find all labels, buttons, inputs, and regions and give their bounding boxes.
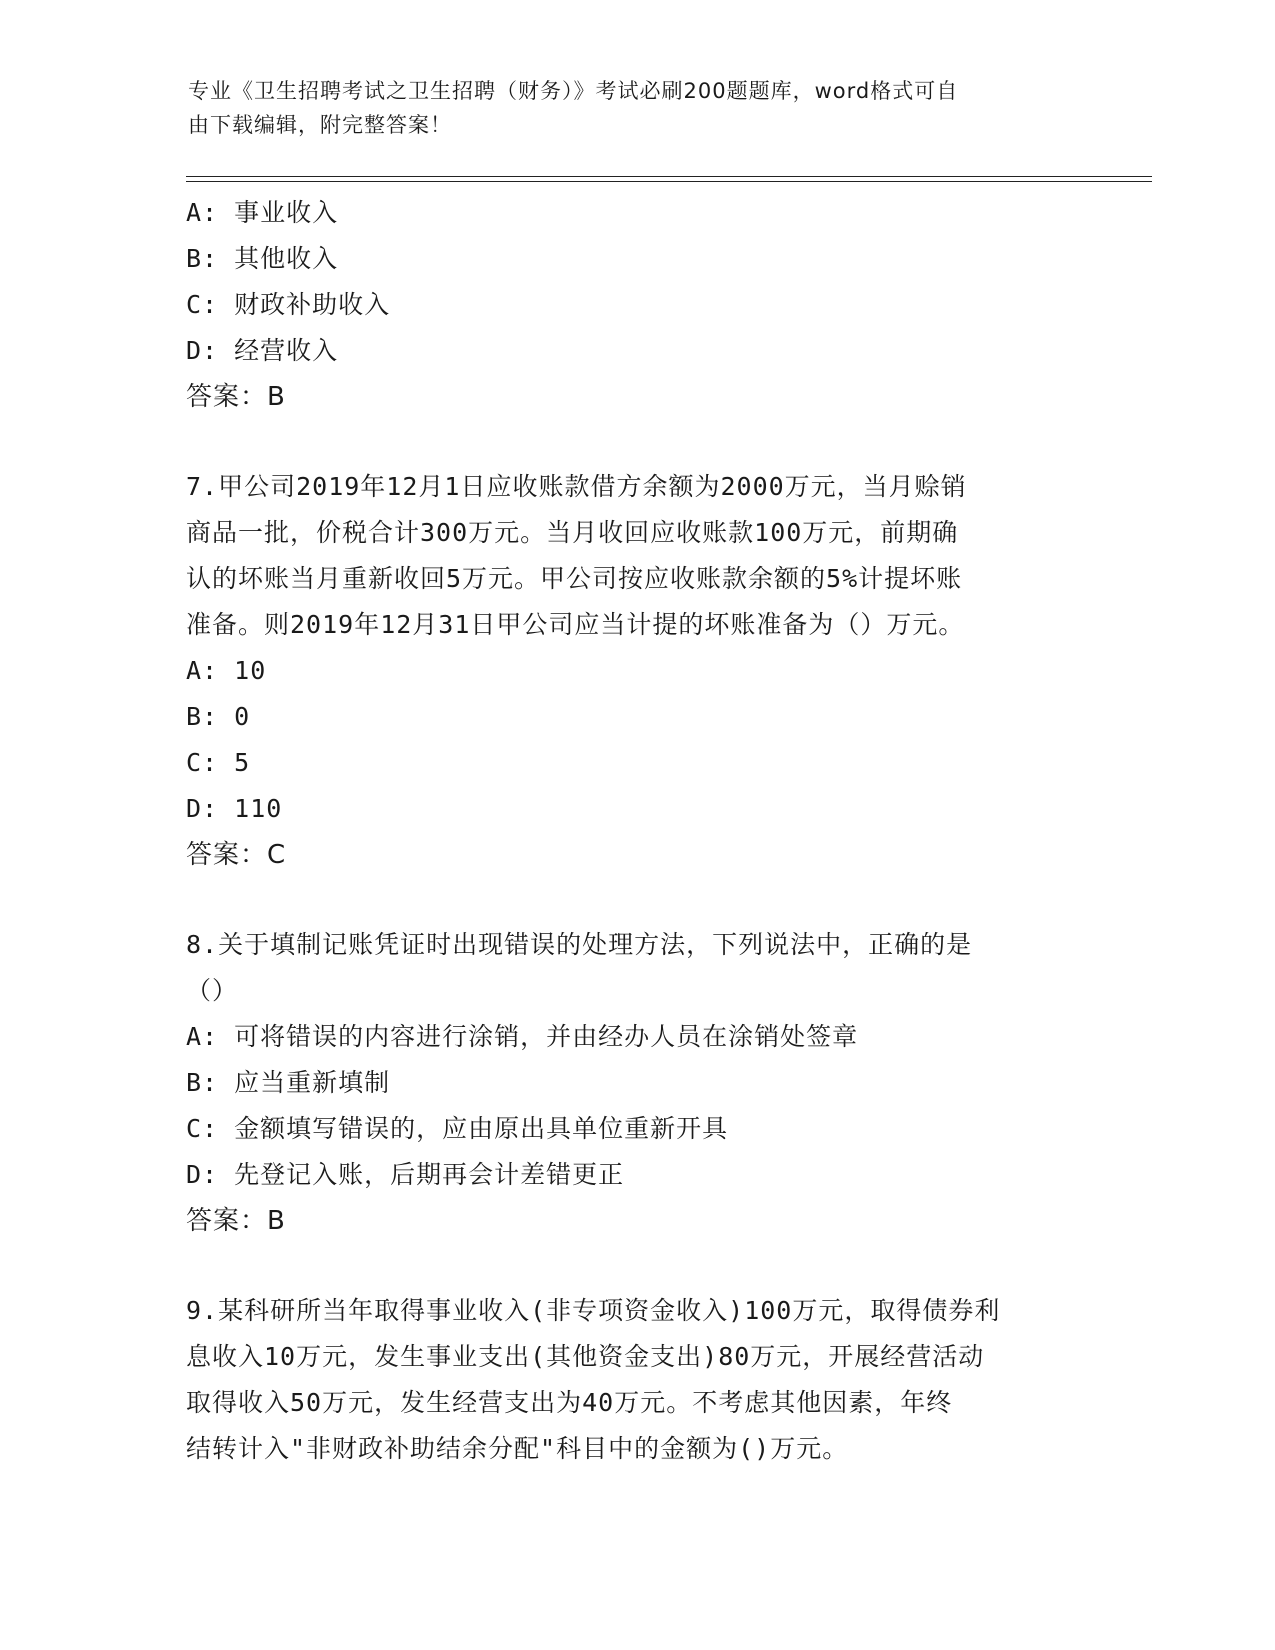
question-6 (186, 190, 1086, 420)
question-text-line: 准备。则2019年12月31日甲公司应当计提的坏账准备为（）万元。 (186, 610, 965, 639)
question-7 (186, 464, 1086, 878)
option-b: B: 0 (186, 702, 251, 731)
option-d: D: 110 (186, 794, 283, 823)
question-8 (186, 922, 1086, 1244)
option-d: D: 先登记入账，后期再会计差错更正 (186, 1160, 625, 1189)
question-text-line: 9.某科研所当年取得事业收入(非专项资金收入)100万元，取得债券利 (186, 1296, 1001, 1325)
question-text-line: 结转计入"非财政补助结余分配"科目中的金额为()万元。 (186, 1434, 849, 1463)
question-text-line: 商品一批，价税合计300万元。当月收回应收账款100万元，前期确 (186, 518, 959, 547)
question-text-line: 8.关于填制记账凭证时出现错误的处理方法，下列说法中，正确的是 (186, 930, 973, 959)
question-text-line: 认的坏账当月重新收回5万元。甲公司按应收账款余额的5%计提坏账 (186, 564, 963, 593)
option-c: C: 财政补助收入 (186, 290, 391, 319)
option-a: A: 事业收入 (186, 198, 339, 227)
question-9 (186, 1288, 1086, 1472)
option-b: B: 应当重新填制 (186, 1068, 391, 1097)
page-header (188, 74, 1068, 142)
option-d: D: 经营收入 (186, 336, 339, 365)
option-c: C: 金额填写错误的，应由原出具单位重新开具 (186, 1114, 729, 1143)
question-text-line: （） (186, 976, 239, 1005)
answer: 答案：C (186, 840, 287, 870)
option-c: C: 5 (186, 748, 251, 777)
answer: 答案：B (186, 1206, 286, 1236)
header-line-1: 专业《卫生招聘考试之卫生招聘（财务）》考试必刷200题题库，word格式可自 (188, 79, 959, 103)
answer: 答案：B (186, 382, 286, 412)
question-text-line: 取得收入50万元，发生经营支出为40万元。不考虑其他因素，年终 (186, 1388, 953, 1417)
header-rule-top (186, 176, 1152, 177)
question-text-line: 息收入10万元，发生事业支出(其他资金支出)80万元，开展经营活动 (186, 1342, 985, 1371)
header-line-2: 由下载编辑，附完整答案！ (188, 113, 452, 137)
option-b: B: 其他收入 (186, 244, 339, 273)
header-rule-bottom (186, 181, 1152, 182)
question-text-line: 7.甲公司2019年12月1日应收账款借方余额为2000万元，当月赊销 (186, 472, 967, 501)
option-a: A: 可将错误的内容进行涂销，并由经办人员在涂销处签章 (186, 1022, 859, 1051)
option-a: A: 10 (186, 656, 267, 685)
question-body (186, 190, 1086, 1472)
